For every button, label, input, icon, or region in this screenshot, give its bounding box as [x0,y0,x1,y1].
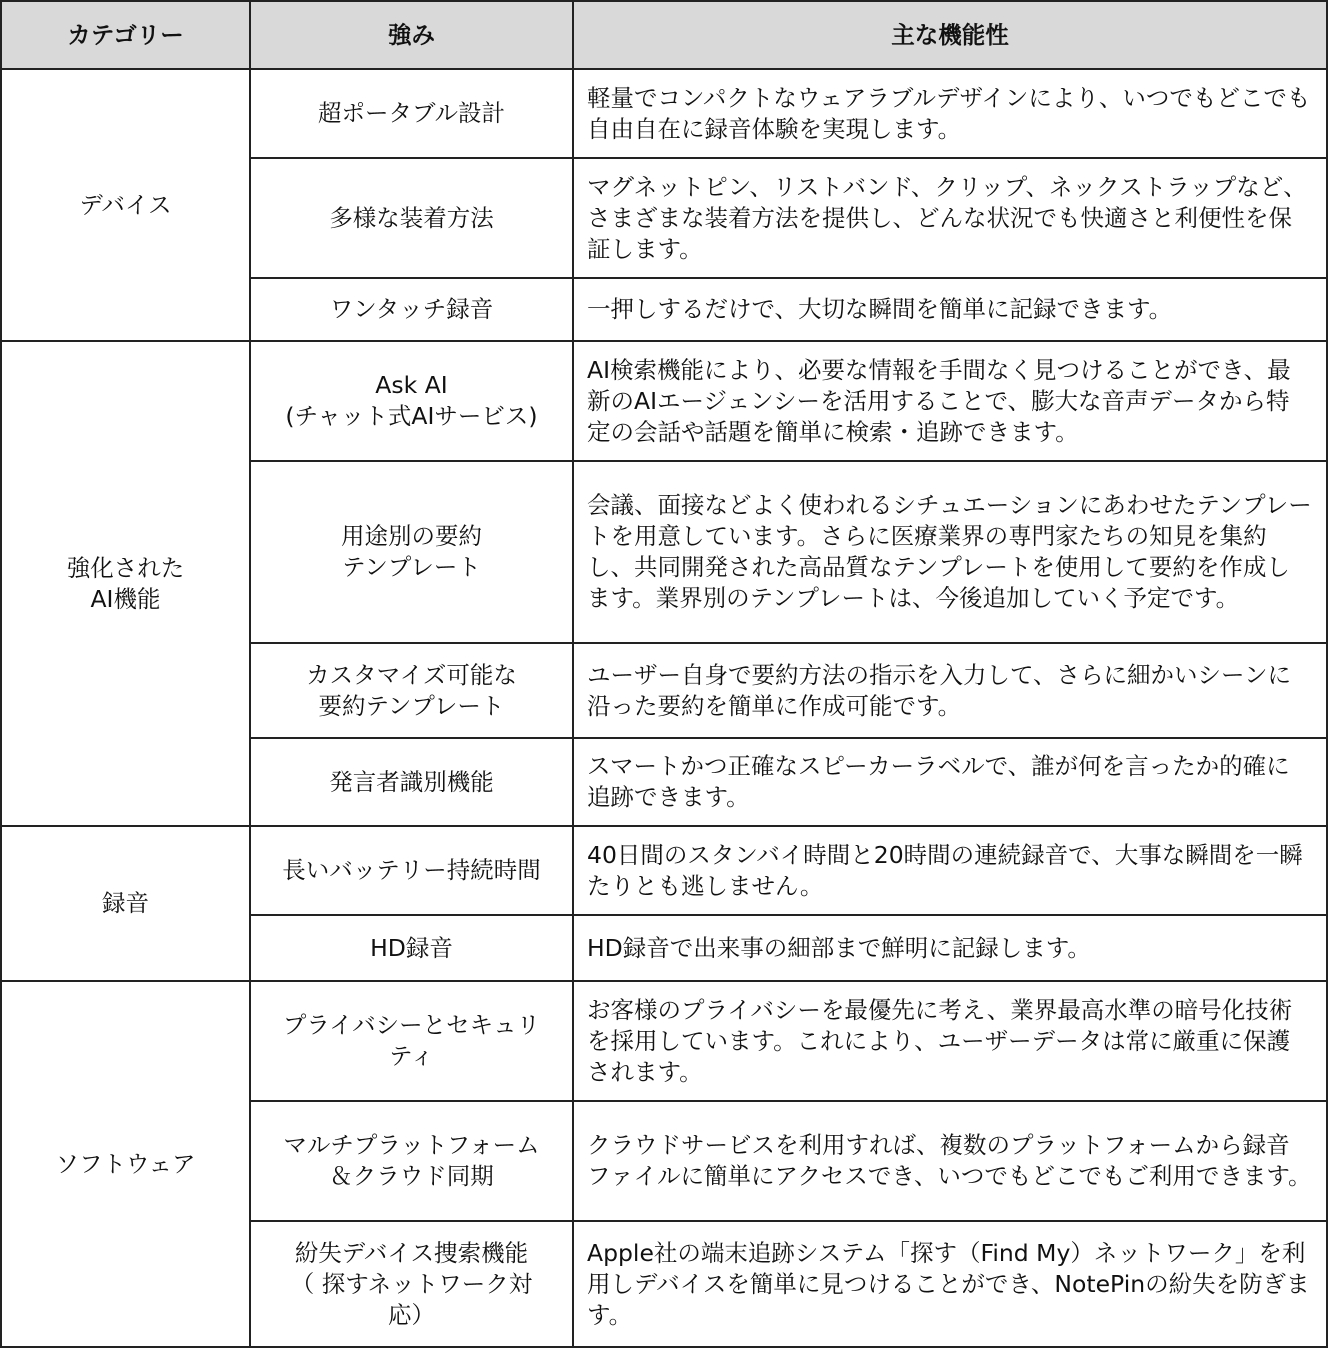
description-cell: Apple社の端末追跡システム「探す（Find My）ネットワーク」を利用しデバイスを簡単に見つけることができ、NotePinの紛失を防ぎます。 [573,1221,1327,1347]
strength-cell: 超ポータブル設計 [250,69,573,158]
strength-cell: 多様な装着方法 [250,158,573,278]
strength-cell: 発言者識別機能 [250,738,573,826]
strength-cell: HD録音 [250,915,573,981]
table-row [1,981,1327,1101]
description-cell: 会議、面接などよく使われるシチュエーションにあわせたテンプレートを用意しています。さらに医療業界の専門家たちの知見を集約し、共同開発された高品質なテンプレートを使用して要約を作成します。業界別のテンプレートは、今後追加していく予定です。 [573,461,1327,643]
description-cell: お客様のプライバシーを最優先に考え、業界最高水準の暗号化技術を採用しています。これにより、ユーザーデータは常に厳重に保護されます。 [573,981,1327,1101]
table-row [1,826,1327,915]
table-row [1,69,1327,158]
description-cell: スマートかつ正確なスピーカーラベルで、誰が何を言ったか的確に追跡できます。 [573,738,1327,826]
description-cell: 一押しするだけで、大切な瞬間を簡単に記録できます。 [573,278,1327,341]
category-cell: ソフトウェア [1,981,250,1347]
header-strength: 強み [250,1,573,69]
table-row [1,341,1327,461]
description-cell: HD録音で出来事の細部まで鮮明に記録します。 [573,915,1327,981]
strength-cell: マルチプラットフォーム ＆クラウド同期 [250,1101,573,1221]
strength-cell: ワンタッチ録音 [250,278,573,341]
description-cell: 40日間のスタンバイ時間と20時間の連続録音で、大事な瞬間を一瞬たりとも逃しません。 [573,826,1327,915]
category-cell: 強化された AI機能 [1,341,250,826]
strength-cell: 用途別の要約 テンプレート [250,461,573,643]
header-row [1,1,1327,69]
description-cell: ユーザー自身で要約方法の指示を入力して、さらに細かいシーンに沿った要約を簡単に作成可能です。 [573,643,1327,738]
description-cell: AI検索機能により、必要な情報を手間なく見つけることができ、最新のAIエージェンシーを活用することで、膨大な音声データから特定の会話や話題を簡単に検索・追跡できます。 [573,341,1327,461]
description-cell: 軽量でコンパクトなウェアラブルデザインにより、いつでもどこでも自由自在に録音体験を実現します。 [573,69,1327,158]
strength-cell: 紛失デバイス捜索機能 （ 探すネットワーク対 応） [250,1221,573,1347]
strength-cell: プライバシーとセキュリ ティ [250,981,573,1101]
description-cell: マグネットピン、リストバンド、クリップ、ネックストラップなど、さまざまな装着方法を提供し、どんな状況でも快適さと利便性を保証します。 [573,158,1327,278]
category-cell: 録音 [1,826,250,981]
description-cell: クラウドサービスを利用すれば、複数のプラットフォームから録音ファイルに簡単にアクセスでき、いつでもどこでもご利用できます。 [573,1101,1327,1221]
strength-cell: Ask AI (チャット式AIサービス) [250,341,573,461]
category-cell: デバイス [1,69,250,341]
table-body [1,69,1327,1347]
strength-cell: 長いバッテリー持続時間 [250,826,573,915]
header-functionality: 主な機能性 [573,1,1327,69]
header-category: カテゴリー [1,1,250,69]
strength-cell: カスタマイズ可能な 要約テンプレート [250,643,573,738]
